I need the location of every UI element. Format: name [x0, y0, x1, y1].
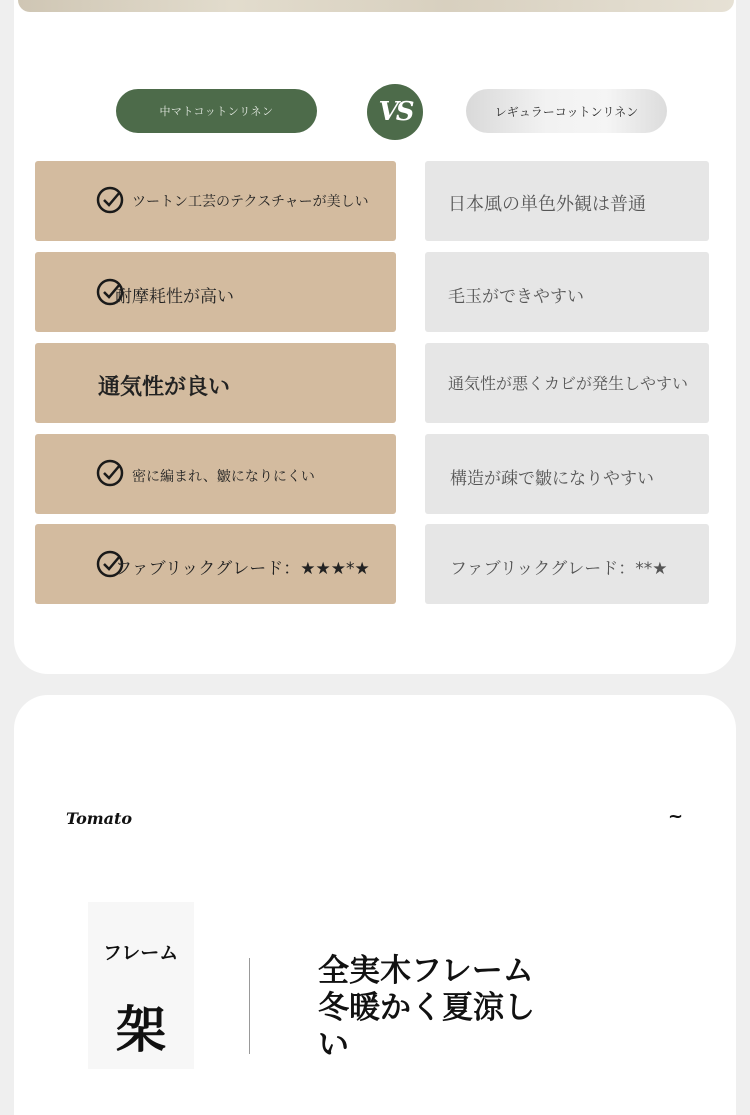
right-item-text: 日本風の単色外観は普通 [448, 194, 646, 215]
tomato-linen-pill [116, 89, 317, 133]
left-item-text: ファブリックグレード：★★★*★ [115, 559, 370, 579]
right-item-text: 通気性が悪くカビが発生しやすい [448, 374, 689, 393]
left-item-text: 密に編まれ、皺になりにくい [132, 469, 315, 485]
regular-linen-pill [466, 89, 667, 133]
check-circle-icon [96, 186, 124, 214]
left-row-2 [35, 252, 396, 332]
tomato-linen-label: 中マトコットンリネン [159, 105, 274, 118]
left-item-text: ツートン工芸のテクスチャーが美しい [132, 194, 369, 210]
left-item-text: 耐摩耗性が高い [115, 287, 234, 307]
left-row-5 [35, 524, 396, 604]
right-row-1 [425, 161, 709, 241]
left-item-text: 通気性が良い [98, 375, 231, 400]
right-row-4 [425, 434, 709, 514]
regular-linen-label: レギュラーコットンリネン [494, 104, 639, 119]
right-item-text: 構造が疎で皺になりやすい [450, 469, 654, 489]
left-row-1 [35, 161, 396, 241]
right-row-5 [425, 524, 709, 604]
tilde-mark: ~ [668, 806, 684, 827]
vs-badge [367, 84, 423, 140]
frame-headline: 全実木フレーム 冬暖かく夏涼しい [318, 953, 535, 1063]
frame-label: フレーム [103, 942, 179, 964]
left-row-3 [35, 343, 396, 423]
check-circle-icon [96, 459, 124, 487]
brand-logo: Tomato [66, 809, 133, 828]
product-image-banner [18, 0, 734, 12]
vertical-divider [249, 958, 250, 1054]
right-row-2 [425, 252, 709, 332]
vs-label: VS [378, 97, 412, 127]
left-row-4 [35, 434, 396, 514]
right-item-text: 毛玉ができやすい [448, 287, 584, 307]
right-item-text: ファブリックグレード：**★ [450, 559, 668, 579]
right-row-3 [425, 343, 709, 423]
frame-character: 架 [116, 1001, 166, 1059]
